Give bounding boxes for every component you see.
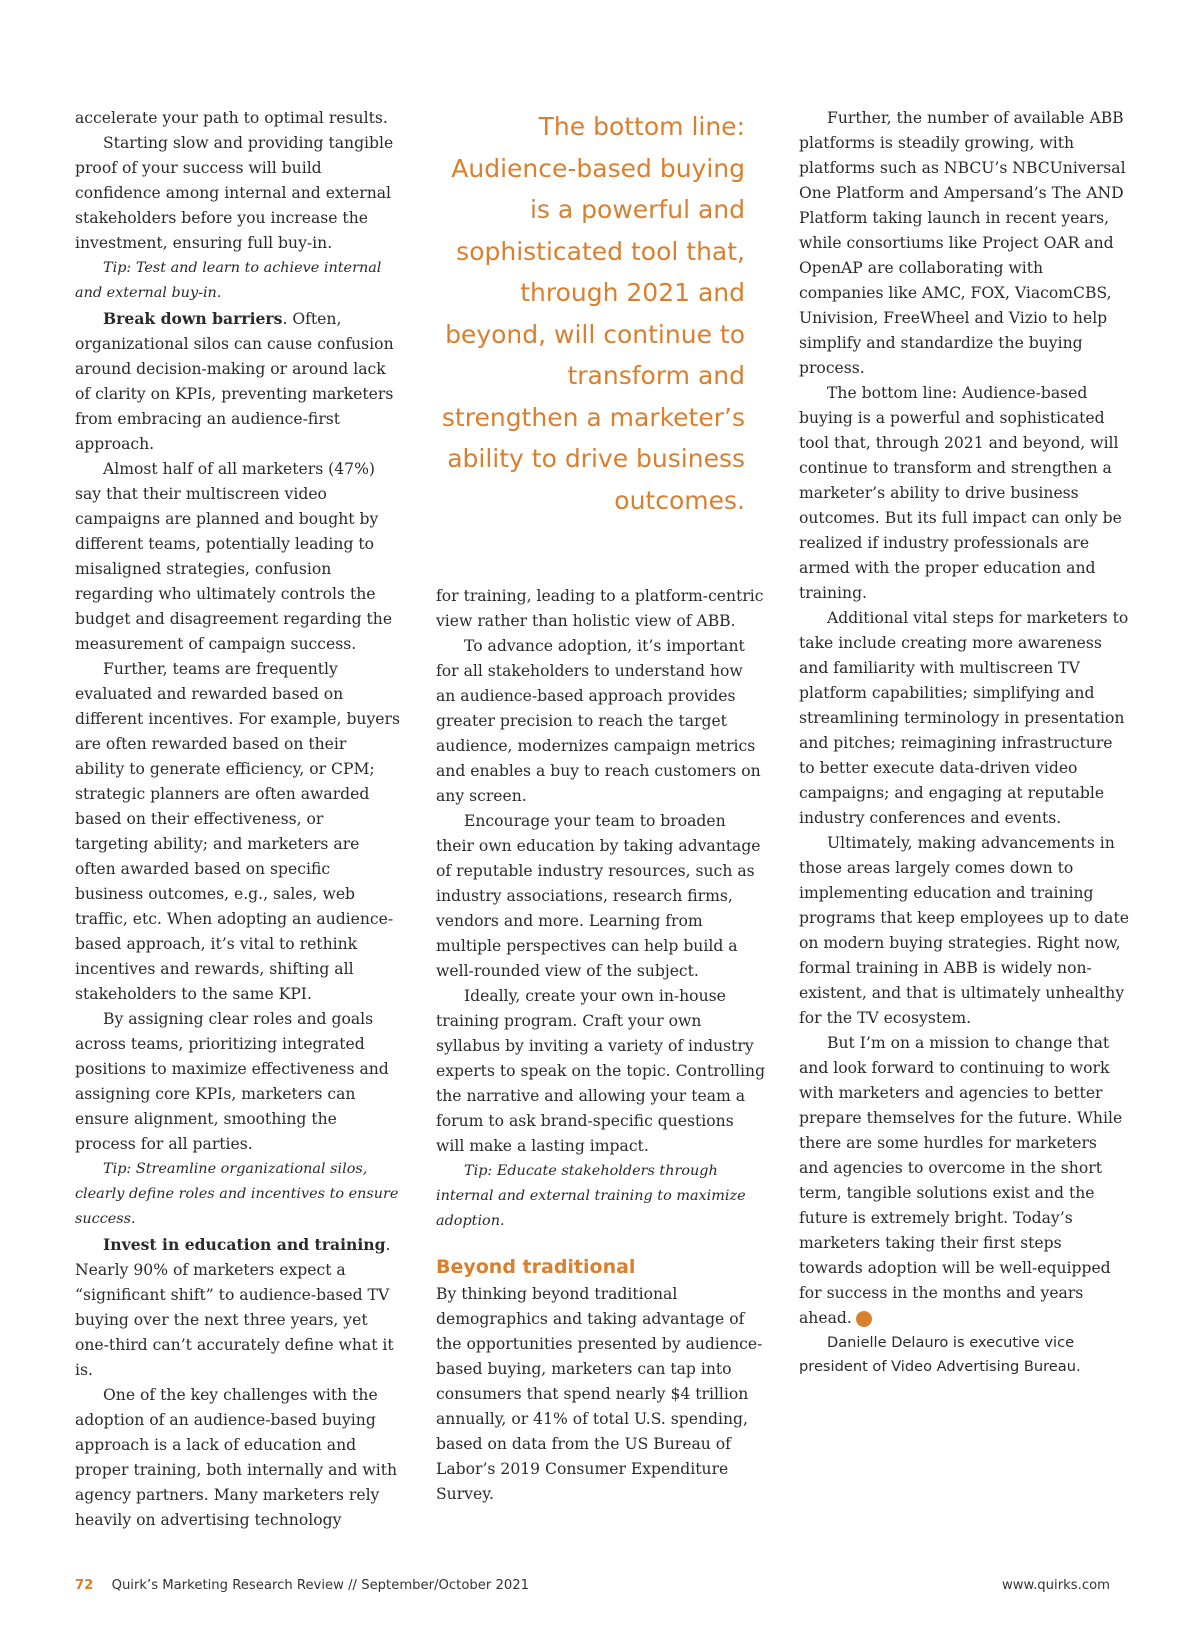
run-in-heading: Invest in education and training <box>103 1235 386 1254</box>
paragraph: for training, leading to a platform-centric view rather than holistic view of ABB. <box>436 587 764 630</box>
end-mark-icon: Q <box>856 1311 872 1327</box>
paragraph: Almost half of all marketers (47%) say that their multiscreen video campaigns are planned and bought by different teams, potentially leading to misaligned strategies, confusion regarding who ultimately controls the budget and disagreement regarding the measurement of campaign success. <box>75 460 393 653</box>
paragraph <box>75 1232 400 1383</box>
paragraph: Ultimately, making advancements in those areas largely comes down to implementing education and training programs that keep employees up to date on modern buying strategies. Right now, formal training in ABB is widely non-existent, and that is ultimately unhealthy for the TV ecosystem. <box>799 834 1129 1027</box>
paragraph: Further, teams are frequently evaluated and rewarded based on different incentives. For example, buyers are often rewarded based on their ability to generate efficiency, or CPM; strategic planners are often awarded based on their effectiveness, or targeting ability; and marketers are often awarded based on specific business outcomes, e.g., sales, web traffic, etc. When adopting an audience-based approach, it’s vital to rethink incentives and rewards, shifting all stakeholders to the same KPI. <box>75 660 400 1003</box>
paragraph: By assigning clear roles and goals across teams, prioritizing integrated positions to maximize effectiveness and assigning core KPIs, marketers can ensure alignment, smoothing the process for all parties. <box>75 1010 389 1153</box>
tip-text: Tip: Test and learn to achieve internal and external buy-in. <box>75 260 382 301</box>
tip-text: Tip: Streamline organizational silos, clearly define roles and incentives to ensure success. <box>75 1161 399 1227</box>
section-heading: Beyond traditional <box>436 1256 636 1278</box>
publication-title: Quirk’s Marketing Research Review // September/October 2021 <box>111 1578 530 1593</box>
page-footer <box>75 1578 1110 1593</box>
paragraph: One of the key challenges with the adoption of an audience-based buying approach is a lack of education and proper training, both internally and with agency partners. Many marketers rely heavily on advertising technology <box>75 1386 398 1529</box>
right-column <box>799 106 1129 1379</box>
paragraph: Starting slow and providing tangible proof of your success will build confidence among internal and external stakeholders before you increase the investment, ensuring full buy-in. <box>75 134 394 252</box>
paragraph: Additional vital steps for marketers to take include creating more awareness and familiarity with multiscreen TV platform capabilities; simplifying and streamlining terminology in presentation and pitches; reimagining infrastructure to better execute data-driven video campaigns; and engaging at reputable industry conferences and events. <box>799 609 1129 827</box>
website-url[interactable]: www.quirks.com <box>1001 1578 1110 1593</box>
middle-column <box>436 584 766 1507</box>
paragraph: The bottom line: Audience-based buying is a powerful and sophisticated tool that, through 2021 and beyond, will continue to transform and strengthen a marketer’s ability to drive business outcomes. But its full impact can only be realized if industry professionals are armed with the proper education and training. <box>799 384 1122 602</box>
paragraph: By thinking beyond traditional demographics and taking advantage of the opportunities presented by audience-based buying, marketers can tap into consumers that spend nearly $4 trillion annually, or 41% of total U.S. spending, based on data from the US Bureau of Labor’s 2019 Consumer Expenditure Survey. <box>436 1285 763 1503</box>
paragraph <box>799 1031 1129 1331</box>
paragraph-text: . Nearly 90% of marketers expect a “significant shift” to audience-based TV buying over the next three years, yet one-third can’t accurately define what it is. <box>75 1236 394 1379</box>
pull-quote: The bottom line: Audience-based buying is a powerful and sophisticated tool that, through 2021 and beyond, will continue to transform and strengthen a marketer’s ability to drive business outcomes. <box>441 112 745 515</box>
paragraph: accelerate your path to optimal results. <box>75 109 388 127</box>
paragraph: Ideally, create your own in-house training program. Craft your own syllabus by inviting a variety of industry experts to speak on the topic. Controlling the narrative and allowing your team a forum to ask brand-specific questions will make a lasting impact. <box>436 987 766 1155</box>
paragraph-text: . Often, organizational silos can cause confusion around decision-making or around lack of clarity on KPIs, preventing marketers from embracing an audience-first approach. <box>75 310 394 453</box>
tip-text: Tip: Educate stakeholders through internal and external training to maximize adoption. <box>436 1163 746 1229</box>
left-column <box>75 106 400 1533</box>
paragraph: To advance adoption, it’s important for all stakeholders to understand how an audience-based approach provides greater precision to reach the target audience, modernizes campaign metrics and enables a buy to reach customers on any screen. <box>436 637 761 805</box>
paragraph-text: But I’m on a mission to change that and look forward to continuing to work with marketers and agencies to better prepare themselves for the future. While there are some hurdles for marketers and agencies to overcome in the short term, tangible solutions exist and the future is extremely bright. Today’s marketers taking their first steps towards adoption will be well-equipped for success in the months and years ahead. <box>799 1034 1123 1327</box>
author-byline: Danielle Delauro is executive vice president of Video Advertising Bureau. <box>799 1334 1081 1375</box>
paragraph: Further, the number of available ABB platforms is steadily growing, with platforms such as NBCU’s NBCUniversal One Platform and Ampersand’s The AND Platform taking launch in recent years, while consortiums like Project OAR and OpenAP are collaborating with companies like AMC, FOX, ViacomCBS, Univision, FreeWheel and Vizio to help simplify and standardize the buying process. <box>799 109 1126 377</box>
run-in-heading: Break down barriers <box>103 309 283 328</box>
page-number: 72 <box>75 1578 94 1593</box>
paragraph <box>75 306 400 457</box>
paragraph: Encourage your team to broaden their own education by taking advantage of reputable industry resources, such as industry associations, research firms, vendors and more. Learning from multiple perspectives can help build a well-rounded view of the subject. <box>436 812 761 980</box>
